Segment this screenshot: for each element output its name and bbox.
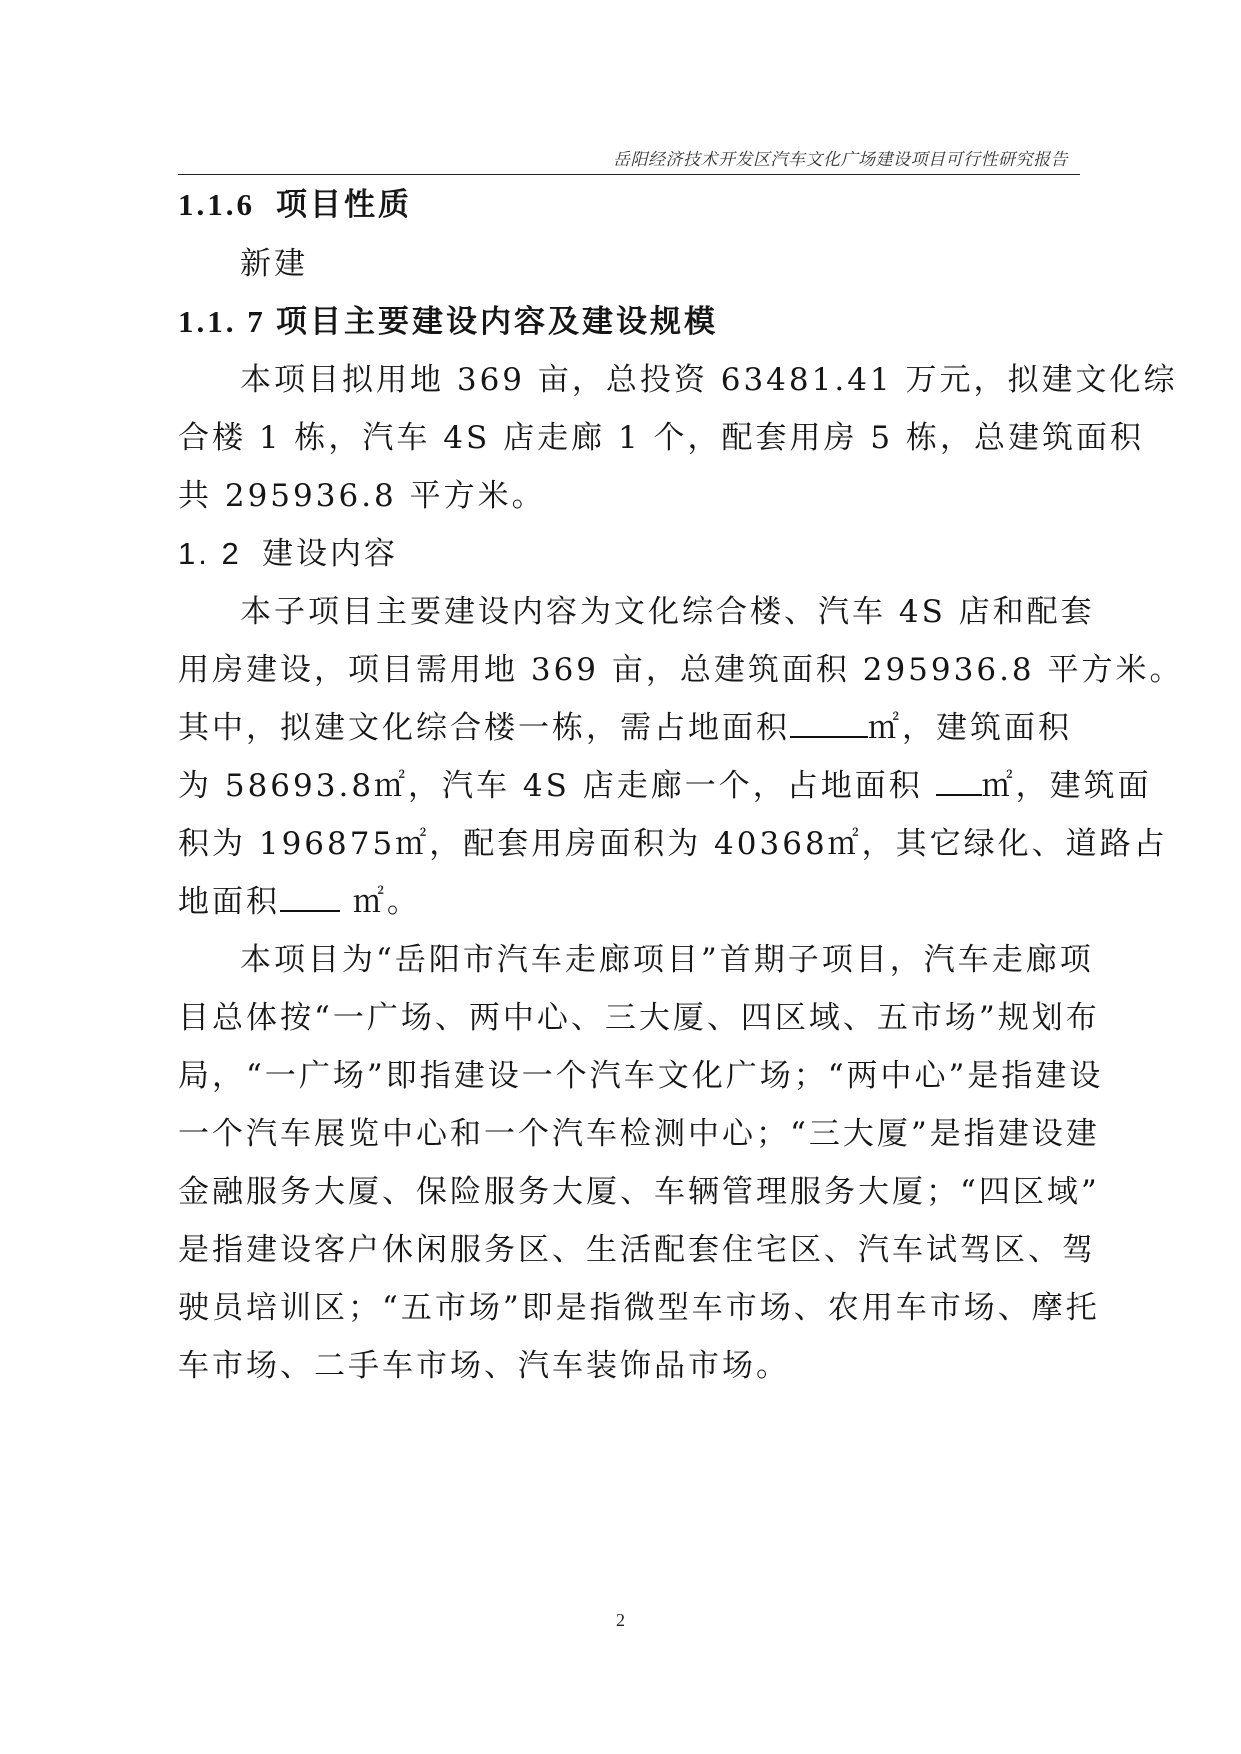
blank-field	[280, 884, 340, 912]
section-title: 项目主要建设内容及建设规模	[276, 304, 718, 340]
paragraph-line	[178, 883, 1078, 921]
paragraph-line: 本子项目主要建设内容为文化综合楼、汽车 4S 店和配套	[240, 594, 1095, 630]
paragraph-line	[178, 709, 1078, 747]
section-heading-1-1-7	[178, 303, 1078, 341]
section-number: 1. 2	[178, 536, 242, 571]
paragraph-line: 车市场、二手车市场、汽车装饰品市场。	[178, 1348, 790, 1384]
paragraph-line: 本项目为“岳阳市汽车走廊项目”首期子项目，汽车走廊项	[240, 942, 1094, 978]
section-number: 1.1. 7	[178, 304, 266, 339]
paragraph-line: 局，“一广场”即指建设一个汽车文化广场；“两中心”是指建设	[178, 1058, 1104, 1094]
paragraph-line: 用房建设，项目需用地 369 亩，总建筑面积 295936.8 平方米。	[178, 652, 1184, 688]
paragraph-nature: 新建	[240, 246, 308, 282]
text-segment: 其中，拟建文化综合楼一栋，需占地面积	[178, 710, 790, 746]
section-heading-1-1-6	[178, 186, 1078, 224]
paragraph-line: 共 295936.8 平方米。	[178, 478, 546, 514]
page-number: 2	[616, 1610, 625, 1630]
paragraph-line: 驶员培训区；“五市场”即是指微型车市场、农用车市场、摩托	[178, 1290, 1100, 1326]
paragraph-line: 是指建设客户休闲服务区、生活配套住宅区、汽车试驾区、驾	[178, 1232, 1096, 1268]
section-heading-1-2	[178, 535, 1078, 573]
paragraph-line: 合楼 1 栋，汽车 4S 店走廊 1 个，配套用房 5 栋，总建筑面积	[178, 420, 1144, 456]
blank-field	[936, 768, 982, 796]
running-header	[178, 150, 1080, 175]
text-segment: ㎡，建筑面	[981, 768, 1152, 804]
text-segment: 地面积	[178, 884, 280, 920]
section-title: 项目性质	[276, 187, 412, 223]
paragraph-line: 积为 196875㎡，配套用房面积为 40368㎡，其它绿化、道路占	[178, 826, 1168, 862]
paragraph-line: 本项目拟用地 369 亩，总投资 63481.41 万元，拟建文化综	[240, 362, 1178, 398]
header-title: 岳阳经济技术开发区汽车文化广场建设项目可行性研究报告	[613, 150, 1068, 170]
text-segment: ㎡，建筑面积	[868, 710, 1072, 746]
blank-field	[790, 710, 868, 738]
paragraph-line: 一个汽车展览中心和一个汽车检测中心；“三大厦”是指建设建	[178, 1116, 1100, 1152]
section-number: 1.1.6	[178, 187, 255, 222]
text-segment: 为 58693.8㎡，汽车 4S 店走廊一个，占地面积	[178, 768, 923, 804]
paragraph-line: 目总体按“一广场、两中心、三大厦、四区域、五市场”规划布	[178, 1000, 1100, 1036]
section-title: 建设内容	[262, 536, 398, 572]
paragraph-line: 金融服务大厦、保险服务大厦、车辆管理服务大厦；“四区域”	[178, 1174, 1100, 1210]
text-segment: ㎡。	[352, 884, 421, 920]
paragraph-line	[178, 767, 1152, 805]
